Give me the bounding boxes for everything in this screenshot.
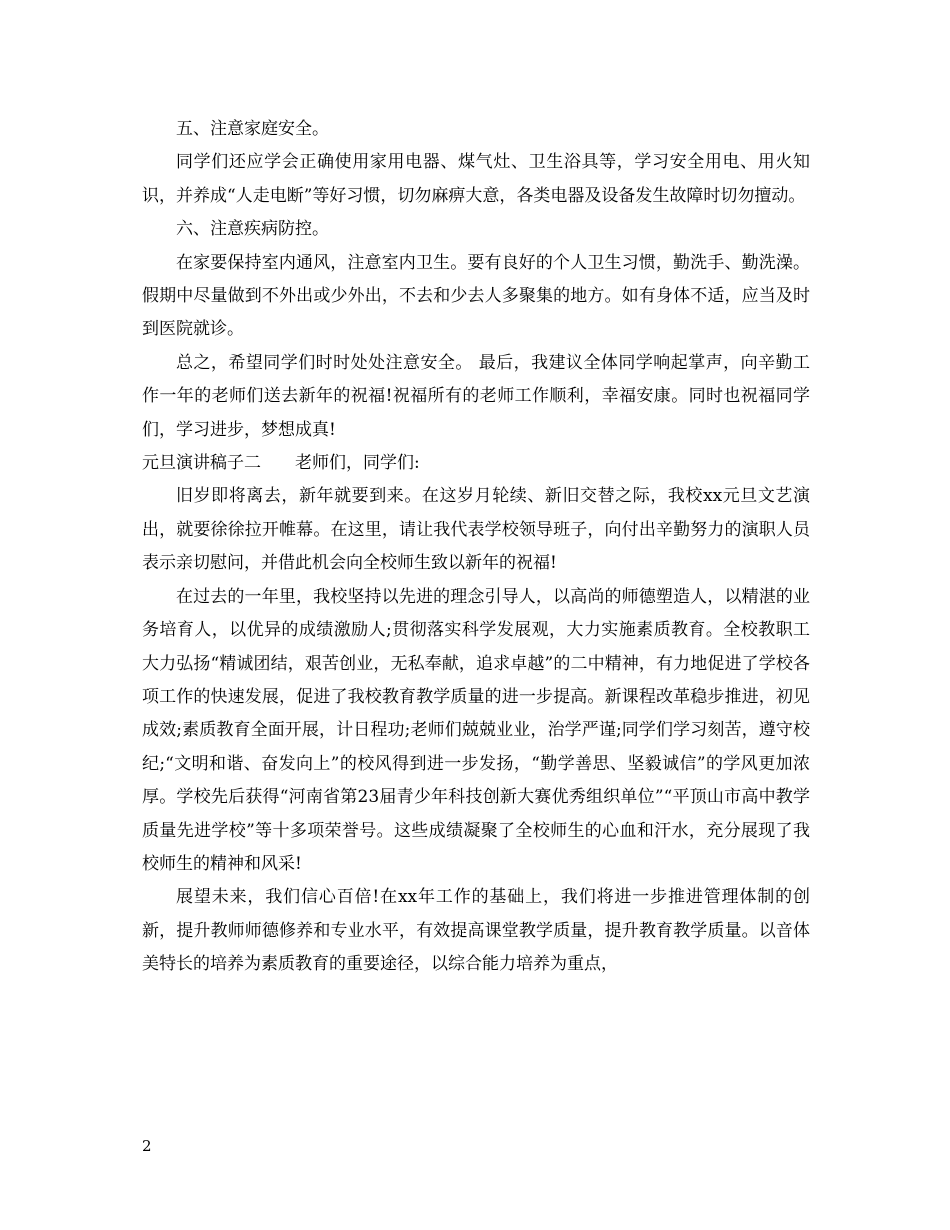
paragraph-future: 展望未来，我们信心百倍!在xx年工作的基础上，我们将进一步推进管理体制的创新，提升教师师德修养和专业水平，有效提高课堂教学质量，提升教育教学质量。以音体美特长的培养为素质教育的重要途径，以综合能力培养为重点， (142, 887, 810, 975)
document-body (142, 113, 810, 982)
paragraph-closing: 总之，希望同学们时时处处注意安全。 最后，我建议全体同学响起掌声，向辛勤工作一年的老师们送去新年的祝福!祝福所有的老师工作顺利，幸福安康。同时也祝福同学们，学习进步，梦想成真! (142, 352, 810, 440)
paragraph-home-safety: 同学们还应学会正确使用家用电器、煤气灶、卫生浴具等，学习安全用电、用火知识，并养成“人走电断”等好习惯，切勿麻痹大意，各类电器及设备发生故障时切勿擅动。 (142, 152, 810, 206)
paragraph-disease-prevention: 在家要保持室内通风，注意室内卫生。要有良好的个人卫生习惯，勤洗手、勤洗澡。假期中尽量做到不外出或少外出，不去和少去人多聚集的地方。如有身体不适，应当及时到医院就诊。 (142, 252, 810, 340)
page-number: 2 (142, 1137, 152, 1155)
paragraph-speech-intro: 旧岁即将离去，新年就要到来。在这岁月轮续、新旧交替之际，我校xx元旦文艺演出，就要徐徐拉开帷幕。在这里，请让我代表学校领导班子，向付出辛勤努力的演职人员表示亲切慰问，并借此机会向全校师生致以新年的祝福! (142, 486, 810, 574)
speech-two-heading: 元旦演讲稿子二 老师们，同学们: (142, 453, 420, 474)
section-heading-home-safety: 五、注意家庭安全。 (176, 119, 329, 139)
paragraph-past-year: 在过去的一年里，我校坚持以先进的理念引导人，以高尚的师德塑造人，以精湛的业务培育人，以优异的成绩激励人;贯彻落实科学发展观，大力实施素质教育。全校教职工大力弘扬“精诚团结，艰苦创业，无私奉献，追求卓越”的二中精神，有力地促进了学校各项工作的快速发展，促进了我校教育教学质量的进一步提高。新课程改革稳步推进，初见成效;素质教育全面开展，计日程功;老师们兢兢业业，治学严谨;同学们学习刻苦，遵守校纪;“文明和谐、奋发向上”的校风得到进一步发扬，“勤学善思、坚毅诚信”的学风更加浓厚。学校先后获得“河南省第23届青少年科技创新大赛优秀组织单位”“平顶山市高中教学质量先进学校”等十多项荣誉号。这些成绩凝聚了全校师生的心血和汗水，充分展现了我校师生的精神和风采! (142, 586, 810, 874)
section-heading-disease-prevention: 六、注意疾病防控。 (176, 219, 329, 240)
